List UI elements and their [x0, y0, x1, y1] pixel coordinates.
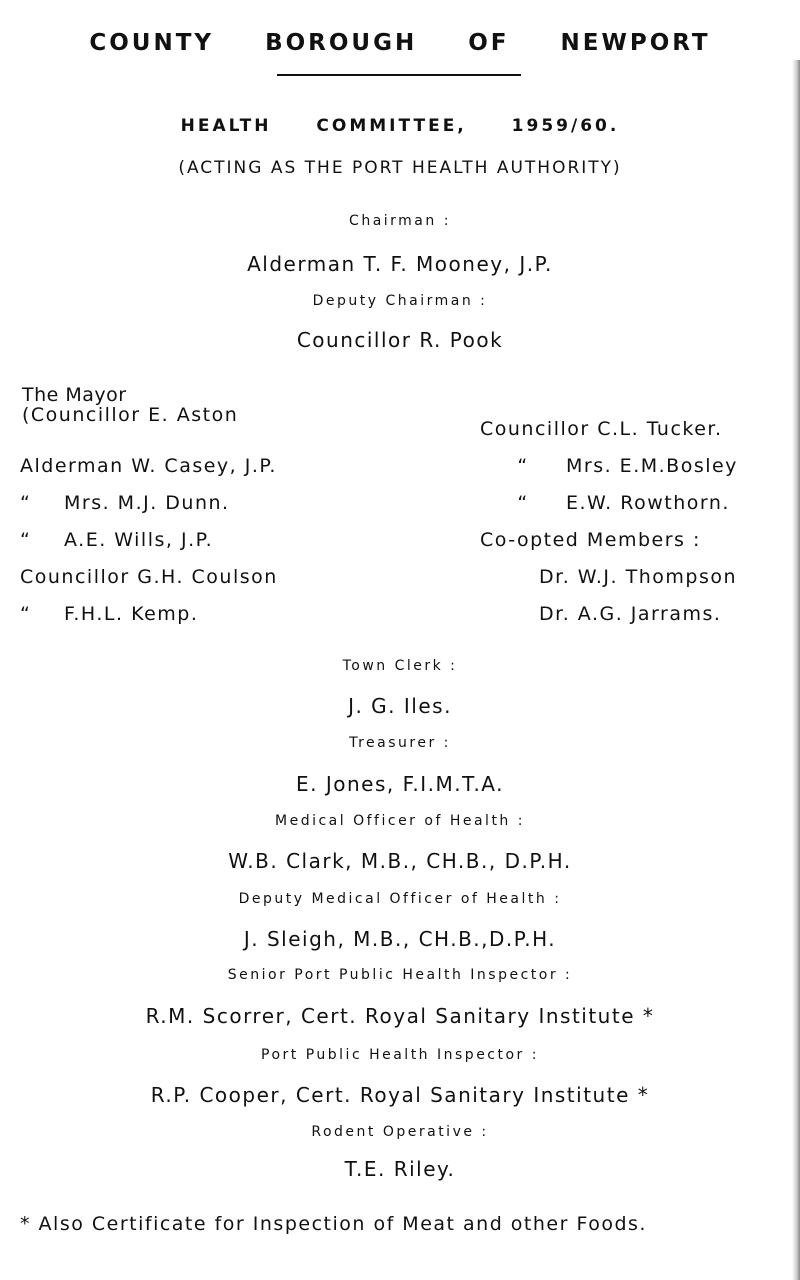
member-left-5: Councillor G.H. Coulson	[20, 566, 278, 588]
footnote: * Also Certificate for Inspection of Meat and other Foods.	[20, 1213, 647, 1235]
member-left-2: Alderman W. Casey, J.P.	[20, 455, 277, 477]
member-right-5: Dr. W.J. Thompson	[539, 566, 738, 588]
officer-name-rodent-operative: T.E. Riley.	[344, 1157, 456, 1181]
ditto-mark: “	[517, 492, 529, 514]
co-opted-members-label: Co-opted Members :	[480, 529, 701, 551]
member-right-1: Councillor C.L. Tucker.	[480, 418, 723, 440]
member-mayor: The Mayor	[22, 384, 127, 406]
committee-heading: HEALTH COMMITTEE, 1959/60.	[180, 116, 620, 136]
member-left-3: “ Mrs. M.J. Dunn.	[20, 492, 230, 514]
officer-label-senior-inspector: Senior Port Public Health Inspector :	[227, 967, 573, 983]
chairman-name: Alderman T. F. Mooney, J.P.	[247, 252, 553, 276]
ditto-mark: “	[20, 603, 32, 625]
member-right-3: “ E.W. Rowthorn.	[480, 492, 730, 514]
officer-label-deputy-medical-officer: Deputy Medical Officer of Health :	[238, 891, 562, 907]
ditto-mark: “	[20, 492, 32, 514]
officer-name-treasurer: E. Jones, F.I.M.T.A.	[295, 772, 504, 796]
member-left-1: (Councillor E. Aston	[22, 404, 239, 426]
member-left-6: “ F.H.L. Kemp.	[20, 603, 199, 625]
officer-label-treasurer: Treasurer :	[349, 735, 451, 751]
ditto-mark: “	[517, 455, 529, 477]
scan-edge-shadow	[792, 60, 800, 1280]
deputy-chairman-label: Deputy Chairman :	[312, 293, 488, 309]
member-right-6: Dr. A.G. Jarrams.	[539, 603, 722, 625]
member-right-2: “ Mrs. E.M.Bosley	[480, 455, 738, 477]
document-title: COUNTY BOROUGH OF NEWPORT	[89, 30, 711, 56]
ditto-mark: “	[20, 529, 32, 551]
officer-name-port-inspector: R.P. Cooper, Cert. Royal Sanitary Institute *	[150, 1083, 650, 1107]
officer-name-senior-inspector: R.M. Scorrer, Cert. Royal Sanitary Institute *	[145, 1004, 655, 1028]
committee-subtitle: (ACTING AS THE PORT HEALTH AUTHORITY)	[178, 158, 622, 178]
officer-label-port-inspector: Port Public Health Inspector :	[261, 1047, 539, 1063]
deputy-chairman-name: Councillor R. Pook	[296, 328, 504, 352]
officer-label-rodent-operative: Rodent Operative :	[311, 1124, 489, 1140]
officer-name-deputy-medical-officer: J. Sleigh, M.B., CH.B.,D.P.H.	[243, 927, 557, 951]
officer-name-town-clerk: J. G. Iles.	[348, 694, 452, 718]
member-left-4: “ A.E. Wills, J.P.	[20, 529, 214, 551]
chairman-label: Chairman :	[349, 213, 451, 229]
officer-label-town-clerk: Town Clerk :	[342, 658, 458, 674]
title-underline	[277, 74, 521, 76]
officer-name-medical-officer: W.B. Clark, M.B., CH.B., D.P.H.	[228, 849, 572, 873]
officer-label-medical-officer: Medical Officer of Health :	[275, 813, 525, 829]
